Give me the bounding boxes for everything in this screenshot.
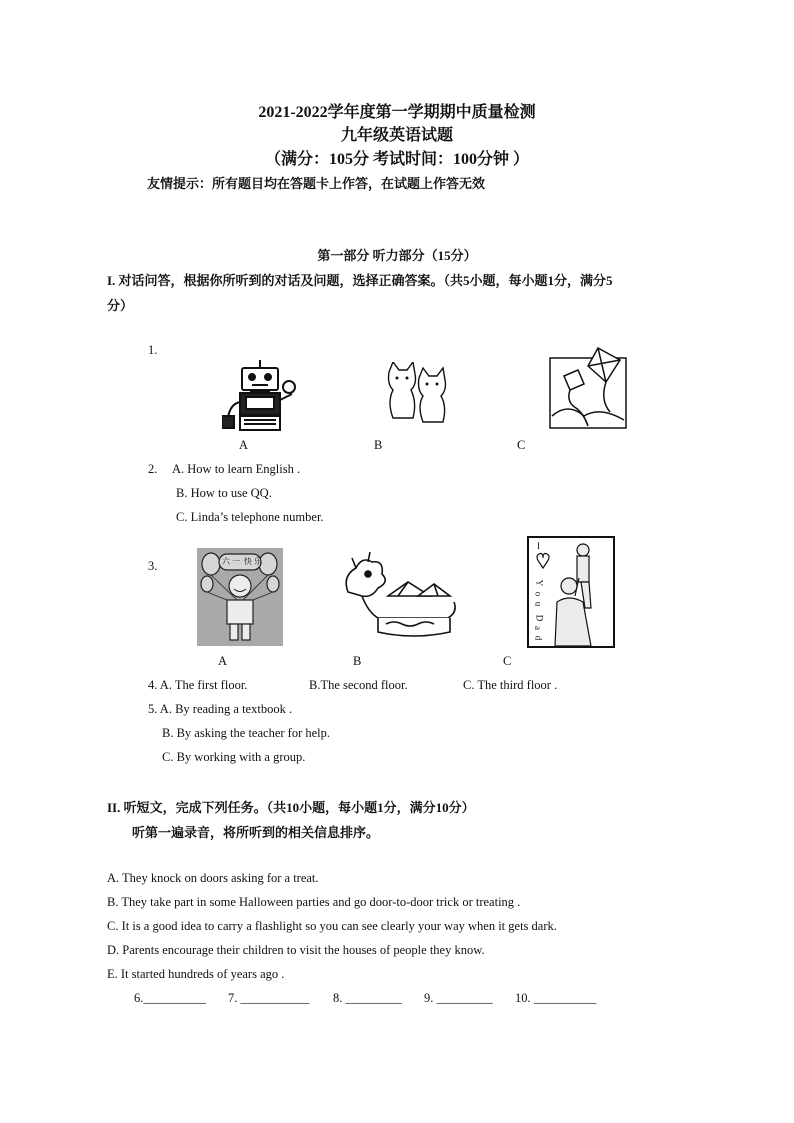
question-2-number: 2. <box>148 462 158 476</box>
card-letter-d2: d <box>533 635 544 641</box>
balloon-boy-icon <box>197 548 283 646</box>
cats-icon <box>385 362 451 424</box>
q2-option-a: A. How to learn English . <box>172 462 301 476</box>
q2-option-c: C. Linda’s telephone number. <box>176 510 324 524</box>
section1-heading-cont: 分） <box>107 298 134 313</box>
question-1-number: 1. <box>148 343 158 357</box>
statement-b: B. They take part in some Halloween parties and go door-to-door trick or treating . <box>107 895 521 909</box>
card-letter-y: Y <box>534 579 545 587</box>
section1-heading: I. 对话问答，根据你所听到的对话及问题，选择正确答案。（共5小题，每小题1分，满分5 <box>107 273 613 288</box>
answer-blank-7[interactable]: 7. ___________ <box>228 991 310 1005</box>
answer-blank-9[interactable]: 9. _________ <box>424 991 493 1005</box>
q4-option-c: C. The third floor . <box>463 678 558 692</box>
q2-option-b: B. How to use QQ. <box>176 486 272 500</box>
q5-option-c: C. By working with a group. <box>162 750 306 764</box>
answer-blank-8[interactable]: 8. _________ <box>333 991 402 1005</box>
statement-d: D. Parents encourage their children to visit the houses of people they know. <box>107 943 485 957</box>
dragon-boat-icon <box>338 552 462 642</box>
part-heading: 第一部分 听力部分（15分） <box>317 248 477 263</box>
balloon-char-4: 乐 <box>254 557 262 566</box>
balloon-char-1: 六 <box>222 557 230 566</box>
q3-label-a: A <box>218 654 228 668</box>
q1-label-c: C <box>517 438 526 452</box>
friendly-tip: 友情提示：所有题目均在答题卡上作答，在试题上作答无效 <box>147 176 486 191</box>
kite-icon <box>548 346 628 430</box>
statement-a: A. They knock on doors asking for a treat. <box>107 871 319 885</box>
exam-title: 2021-2022学年度第一学期期中质量检测 <box>258 104 536 121</box>
q5-option-a: 5. A. By reading a textbook . <box>148 702 293 716</box>
q5-option-b: B. By asking the teacher for help. <box>162 726 331 740</box>
card-letter-u: u <box>533 601 544 607</box>
q3-label-c: C <box>503 654 512 668</box>
robot-icon <box>222 360 304 432</box>
section2-heading: II. 听短文，完成下列任务。（共10小题，每小题1分，满分10分） <box>107 800 475 815</box>
answer-blank-6[interactable]: 6.__________ <box>134 991 206 1005</box>
balloon-char-2: 一 <box>232 557 240 566</box>
q1-label-a: A <box>239 438 249 452</box>
section2-subheading: 听第一遍录音，将所听到的相关信息排序。 <box>132 825 380 840</box>
fathers-day-card-icon <box>527 536 615 648</box>
balloon-char-3: 快 <box>244 557 252 566</box>
q1-label-b: B <box>374 438 383 452</box>
card-letter-o: o <box>533 591 544 597</box>
statement-e: E. It started hundreds of years ago . <box>107 967 285 981</box>
exam-subtitle: 九年级英语试题 <box>340 127 453 144</box>
card-letter-a: a <box>533 626 543 630</box>
question-3-number: 3. <box>148 559 158 573</box>
answer-blank-10[interactable]: 10. __________ <box>515 991 597 1005</box>
card-letter-d: D <box>534 614 545 622</box>
q4-option-a: 4. A. The first floor. <box>148 678 248 692</box>
q4-option-b: B.The second floor. <box>309 678 408 692</box>
card-letter-i: I <box>537 541 540 551</box>
statement-c: C. It is a good idea to carry a flashlight so you can see clearly your way when it gets dark. <box>107 919 557 933</box>
exam-score-time: （满分：105分 考试时间：100分钟 ） <box>264 151 529 168</box>
q3-label-b: B <box>353 654 362 668</box>
